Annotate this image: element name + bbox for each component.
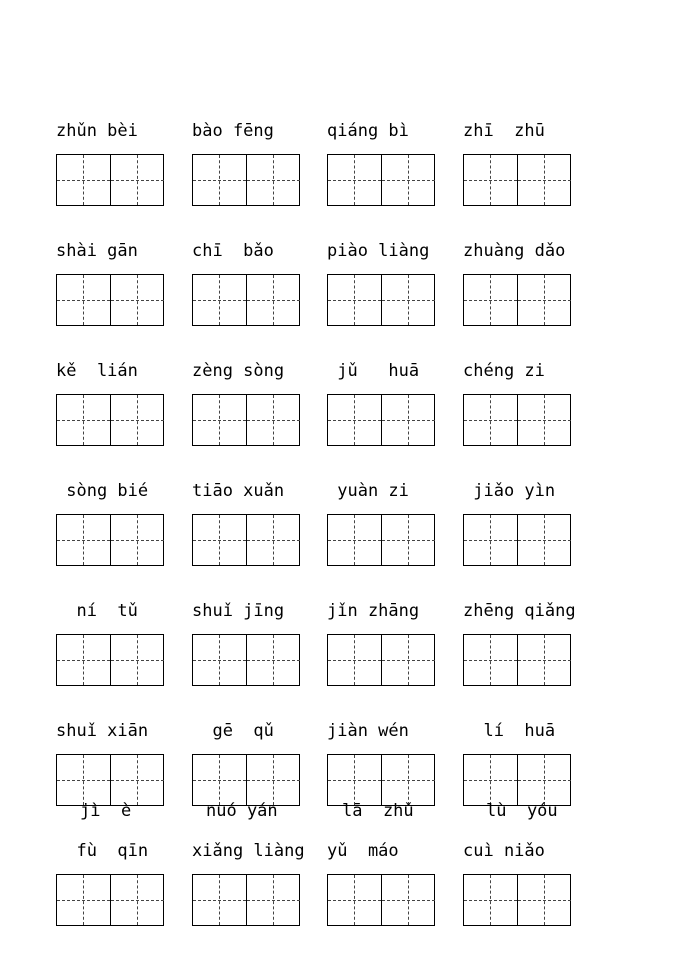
writing-box[interactable] [57,755,111,805]
horizontal-guide-line [57,780,110,781]
horizontal-guide-line [328,180,381,181]
pinyin-label: lí huā [463,721,556,741]
tianzige-grid [327,154,435,206]
writing-box[interactable] [518,155,571,205]
horizontal-guide-line [382,300,435,301]
pinyin-label: zhēng qiǎng [463,601,576,621]
horizontal-guide-line [111,420,164,421]
horizontal-guide-line [328,540,381,541]
writing-box[interactable] [328,155,382,205]
tianzige-grid [327,274,435,326]
horizontal-guide-line [382,780,435,781]
writing-box[interactable] [328,755,382,805]
horizontal-guide-line [382,660,435,661]
word-item [327,480,435,595]
word-item [327,360,435,475]
writing-box[interactable] [111,755,164,805]
word-item [192,840,305,955]
pinyin-label: zhuàng dǎo [463,241,566,261]
pinyin-label: yǔ máo [327,841,399,861]
writing-box[interactable] [247,635,300,685]
pinyin-label: zhī zhū [463,121,545,141]
writing-box[interactable] [382,155,435,205]
writing-box[interactable] [247,155,300,205]
pinyin-label: gē qǔ [192,721,274,741]
horizontal-guide-line [518,900,571,901]
writing-box[interactable] [111,515,164,565]
horizontal-guide-line [464,540,517,541]
horizontal-guide-line [464,660,517,661]
word-item [463,600,576,715]
horizontal-guide-line [518,540,571,541]
word-item [56,120,164,235]
tianzige-grid [327,754,435,806]
writing-box[interactable] [518,755,571,805]
pinyin-label: jiàn wén [327,721,409,741]
word-item [56,360,164,475]
horizontal-guide-line [193,300,246,301]
writing-box[interactable] [328,275,382,325]
writing-box[interactable] [382,395,435,445]
tianzige-grid [463,394,571,446]
writing-box[interactable] [328,635,382,685]
horizontal-guide-line [247,300,300,301]
horizontal-guide-line [464,780,517,781]
horizontal-guide-line [57,180,110,181]
writing-box[interactable] [382,635,435,685]
writing-box[interactable] [382,755,435,805]
writing-box[interactable] [193,275,247,325]
writing-box[interactable] [518,635,571,685]
word-item [56,240,164,355]
writing-box[interactable] [57,155,111,205]
clipped-pinyin-text: lā zhǔ [342,801,414,821]
horizontal-guide-line [382,420,435,421]
writing-box[interactable] [247,395,300,445]
writing-box[interactable] [111,395,164,445]
horizontal-guide-line [193,420,246,421]
tianzige-grid [463,274,571,326]
word-item [192,120,300,235]
horizontal-guide-line [328,900,381,901]
tianzige-grid [463,634,571,686]
tianzige-grid [327,394,435,446]
tianzige-grid [192,154,300,206]
horizontal-guide-line [247,540,300,541]
tianzige-grid [327,514,435,566]
horizontal-guide-line [518,300,571,301]
tianzige-grid [327,874,435,926]
word-item [327,120,435,235]
writing-box[interactable] [464,515,518,565]
writing-box[interactable] [57,635,111,685]
pinyin-label: chī bǎo [192,241,274,261]
horizontal-guide-line [328,780,381,781]
pinyin-label: qiáng bì [327,121,409,141]
writing-box[interactable] [464,635,518,685]
writing-box[interactable] [111,875,164,925]
horizontal-guide-line [57,900,110,901]
writing-box[interactable] [464,755,518,805]
word-item [192,360,300,475]
pinyin-label: fù qīn [56,841,149,861]
horizontal-guide-line [328,420,381,421]
tianzige-grid [463,754,571,806]
pinyin-label: xiǎng liàng [192,841,305,861]
writing-box[interactable] [57,395,111,445]
horizontal-guide-line [193,660,246,661]
tianzige-grid [56,874,164,926]
tianzige-grid [327,634,435,686]
word-item [327,840,435,955]
writing-box[interactable] [193,755,247,805]
horizontal-guide-line [193,180,246,181]
tianzige-grid [56,514,164,566]
word-item [463,120,571,235]
writing-box[interactable] [382,515,435,565]
tianzige-grid [56,394,164,446]
word-item [56,840,164,955]
clipped-pinyin-text: lù yóu [486,801,558,821]
word-item [463,840,571,955]
pinyin-label: shuǐ jīng [192,601,285,621]
tianzige-grid [56,154,164,206]
writing-box[interactable] [57,275,111,325]
writing-box[interactable] [328,395,382,445]
writing-box[interactable] [518,395,571,445]
horizontal-guide-line [57,420,110,421]
horizontal-guide-line [247,180,300,181]
horizontal-guide-line [328,660,381,661]
horizontal-guide-line [57,300,110,301]
writing-box[interactable] [247,275,300,325]
horizontal-guide-line [57,540,110,541]
tianzige-grid [192,754,300,806]
horizontal-guide-line [518,180,571,181]
pinyin-label: shuǐ xiān [56,721,149,741]
word-item [327,240,435,355]
pinyin-label: zèng sòng [192,361,285,381]
writing-box[interactable] [518,515,571,565]
pinyin-label: chéng zi [463,361,545,381]
writing-box[interactable] [382,275,435,325]
word-item [463,360,571,475]
horizontal-guide-line [247,900,300,901]
horizontal-guide-line [193,540,246,541]
horizontal-guide-line [464,420,517,421]
pinyin-label: jǐn zhāng [327,601,420,621]
pinyin-label: bào fēng [192,121,274,141]
writing-box[interactable] [57,515,111,565]
pinyin-label: kě lián [56,361,138,381]
writing-box[interactable] [247,515,300,565]
pinyin-label: cuì niǎo [463,841,545,861]
writing-box[interactable] [328,515,382,565]
writing-box[interactable] [328,875,382,925]
clipped-pinyin-text: nuó yán [206,801,278,821]
tianzige-grid [463,874,571,926]
horizontal-guide-line [111,180,164,181]
horizontal-guide-line [111,900,164,901]
horizontal-guide-line [518,660,571,661]
word-item [56,480,164,595]
writing-box[interactable] [518,275,571,325]
tianzige-grid [56,754,164,806]
pinyin-label: yuàn zi [327,481,409,501]
writing-box[interactable] [111,635,164,685]
pinyin-label: tiāo xuǎn [192,481,285,501]
tianzige-grid [192,274,300,326]
writing-box[interactable] [111,155,164,205]
horizontal-guide-line [382,540,435,541]
writing-box[interactable] [193,635,247,685]
horizontal-guide-line [193,780,246,781]
pinyin-label: piào liàng [327,241,430,261]
tianzige-grid [56,634,164,686]
clipped-pinyin-text: jì è [80,801,132,821]
horizontal-guide-line [57,660,110,661]
writing-box[interactable] [247,875,300,925]
horizontal-guide-line [247,660,300,661]
horizontal-guide-line [518,780,571,781]
tianzige-grid [192,634,300,686]
writing-box[interactable] [464,395,518,445]
word-item [56,600,164,715]
horizontal-guide-line [464,300,517,301]
word-item [192,600,300,715]
tianzige-grid [463,154,571,206]
tianzige-grid [463,514,571,566]
writing-box[interactable] [193,515,247,565]
word-item [327,600,435,715]
writing-box[interactable] [57,875,111,925]
pinyin-label: ní tǔ [56,601,138,621]
horizontal-guide-line [382,900,435,901]
pinyin-label: sòng bié [56,481,149,501]
horizontal-guide-line [464,900,517,901]
word-item [463,240,571,355]
writing-box[interactable] [382,875,435,925]
tianzige-grid [192,394,300,446]
word-item [463,480,571,595]
horizontal-guide-line [111,780,164,781]
writing-box[interactable] [193,875,247,925]
writing-box[interactable] [464,155,518,205]
horizontal-guide-line [111,300,164,301]
horizontal-guide-line [111,660,164,661]
writing-box[interactable] [193,155,247,205]
writing-box[interactable] [247,755,300,805]
pinyin-label: jǔ huā [327,361,420,381]
pinyin-label: shài gān [56,241,138,261]
writing-box[interactable] [518,875,571,925]
word-item [192,480,300,595]
word-item [192,240,300,355]
horizontal-guide-line [111,540,164,541]
tianzige-grid [192,874,300,926]
horizontal-guide-line [193,900,246,901]
horizontal-guide-line [518,420,571,421]
tianzige-grid [192,514,300,566]
pinyin-label: zhǔn bèi [56,121,138,141]
horizontal-guide-line [464,180,517,181]
writing-box[interactable] [464,275,518,325]
writing-box[interactable] [464,875,518,925]
horizontal-guide-line [247,420,300,421]
horizontal-guide-line [328,300,381,301]
writing-box[interactable] [193,395,247,445]
pinyin-label: jiǎo yìn [463,481,556,501]
tianzige-grid [56,274,164,326]
writing-box[interactable] [111,275,164,325]
horizontal-guide-line [247,780,300,781]
horizontal-guide-line [382,180,435,181]
